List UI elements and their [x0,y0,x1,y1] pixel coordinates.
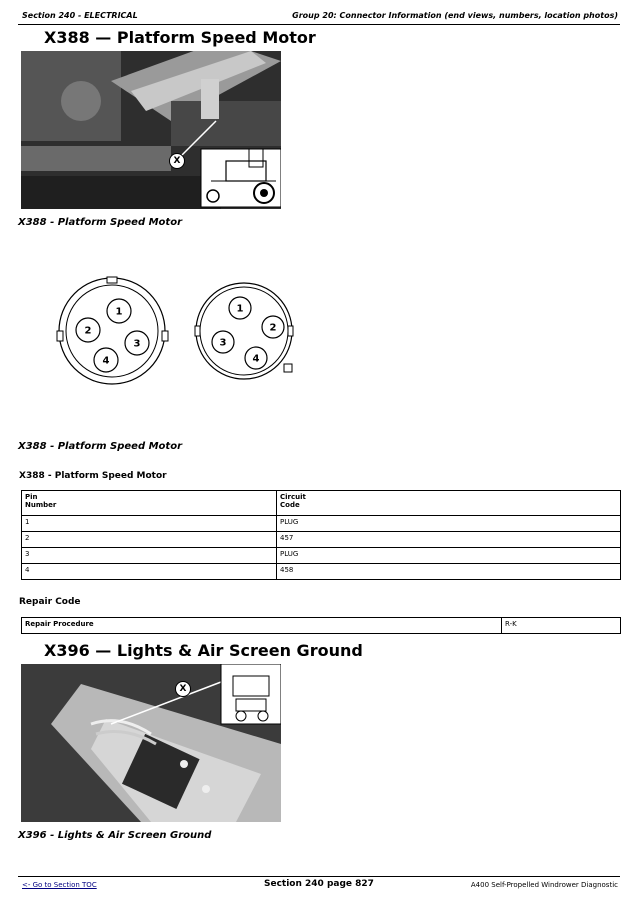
pin-label-1: 1 [115,306,123,318]
section-header: Section 240 - ELECTRICAL [22,11,138,20]
x396-location-photo [21,664,281,822]
manual-title: A400 Self-Propelled Windrower Diagnostic [470,881,618,889]
table-row [22,516,621,532]
header-circuit-code: Circuit Code [277,491,621,516]
x396-photo-caption: X396 - Lights & Air Screen Ground [18,830,212,841]
pin-label-2: 2 [269,322,277,334]
x388-endview-caption: X388 - Platform Speed Motor [18,441,183,452]
code-cell: PLUG [277,548,621,564]
repair-procedure-value: R-K [502,618,621,634]
repair-procedure-label: Repair Procedure [22,618,502,634]
pin-label-3: 3 [133,338,141,350]
repair-code-table [21,617,621,634]
pin-label-3: 3 [219,337,227,349]
header-divider [18,24,620,25]
table-row [22,548,621,564]
x388-location-photo [21,51,281,209]
pin-cell: 1 [22,516,277,532]
header-pin-number: Pin Number [22,491,277,516]
pin-cell: 3 [22,548,277,564]
x388-table-title: X388 - Platform Speed Motor [19,471,167,481]
footer-divider [18,876,620,877]
x388-photo-caption: X388 - Platform Speed Motor [18,217,183,228]
pin-label-4: 4 [252,353,260,365]
pin-label-2: 2 [84,325,92,337]
pin-circuit-table [21,490,621,580]
x388-photo-illustration [21,51,281,209]
pin-label-1: 1 [236,303,244,315]
table-header-row [22,491,621,516]
pin-cell: 2 [22,532,277,548]
repair-code-title: Repair Code [19,597,81,607]
x388-callout-x: X [169,153,185,169]
go-to-section-toc-link[interactable]: <- Go to Section TOC [22,881,97,889]
table-row [22,564,621,580]
code-cell: 457 [277,532,621,548]
x388-heading: X388 — Platform Speed Motor [44,28,316,47]
table-row [22,618,621,634]
group-header: Group 20: Connector Information (end views, numbers, location photos) [292,11,618,20]
code-cell: 458 [277,564,621,580]
table-row [22,532,621,548]
x388-connector-end-views [50,276,310,386]
page-number: Section 240 page 827 [264,879,374,889]
pin-cell: 4 [22,564,277,580]
code-cell: PLUG [277,516,621,532]
x396-heading: X396 — Lights & Air Screen Ground [44,641,363,660]
x396-photo-illustration [21,664,281,822]
pin-label-4: 4 [102,355,110,367]
x396-callout-x: X [175,681,191,697]
